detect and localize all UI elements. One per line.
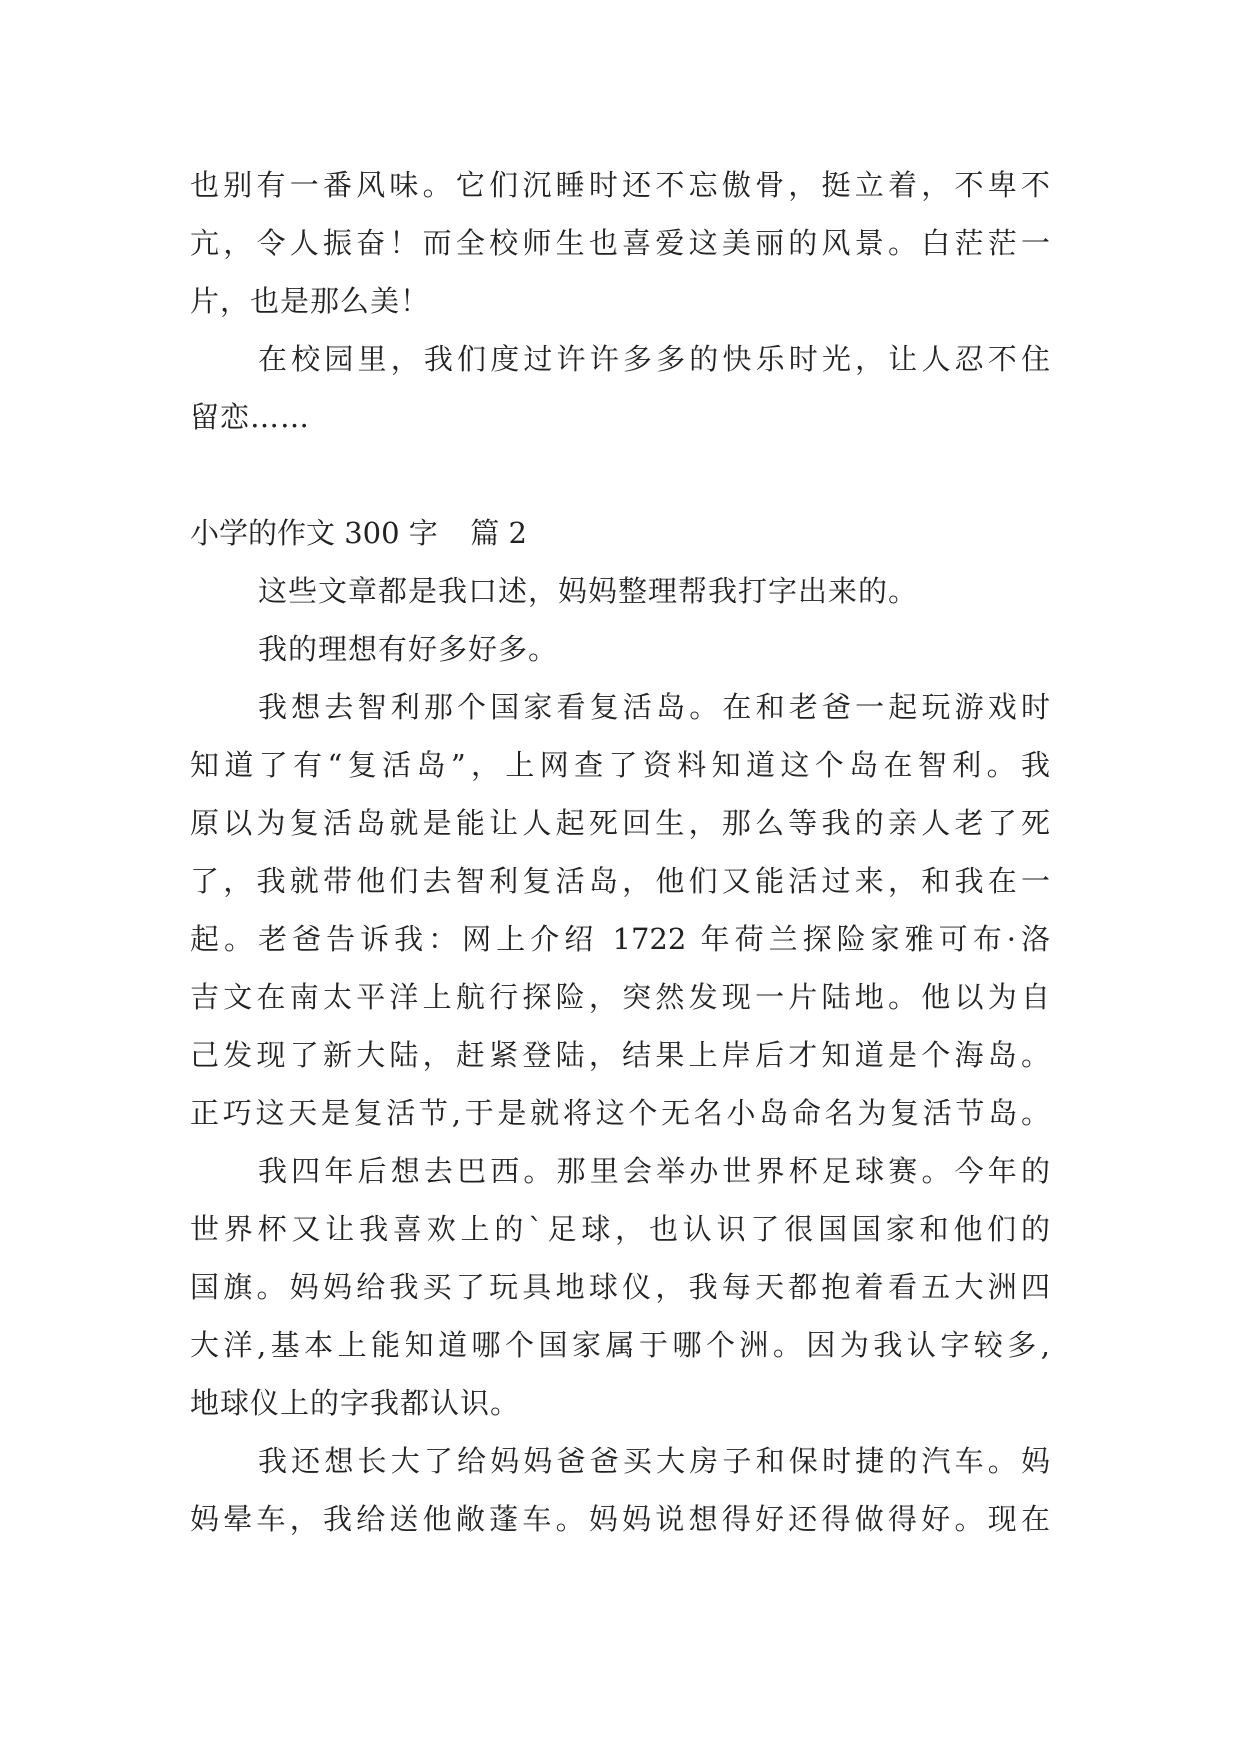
- paragraph-intro: [190, 562, 1050, 620]
- text-line: 也别有一番风味。它们沉睡时还不忘傲骨，挺立着，不卑不: [190, 168, 1050, 202]
- text-line: 起。老爸告诉我：网上介绍 1722 年荷兰探险家雅可布·洛: [190, 922, 1050, 956]
- paragraph-dreams: [190, 620, 1050, 678]
- text-line: 我的理想有好多好多。: [258, 632, 559, 666]
- text-line: 留恋……: [190, 400, 311, 434]
- section-label: 篇 2: [470, 516, 527, 550]
- spacer: [190, 446, 1050, 504]
- text-line: 大洋,基本上能知道哪个国家属于哪个洲。因为我认字较多,: [190, 1328, 1050, 1362]
- paragraph-house-car: [190, 1432, 1050, 1548]
- text-line: 我还想长大了给妈妈爸爸买大房子和保时捷的汽车。妈: [258, 1444, 1050, 1478]
- document-body: [190, 156, 1050, 1548]
- text-line: 了，我就带他们去智利复活岛，他们又能活过来，和我在一: [190, 864, 1050, 898]
- text-line: 妈晕车，我给送他敞蓬车。妈妈说想得好还得做得好。现在: [190, 1502, 1050, 1536]
- section-title: 小学的作文 300 字: [190, 516, 438, 550]
- text-line: 国旗。妈妈给我买了玩具地球仪，我每天都抱着看五大洲四: [190, 1270, 1050, 1304]
- text-line: 原以为复活岛就是能让人起死回生，那么等我的亲人老了死: [190, 806, 1050, 840]
- paragraph-easter-island: [190, 678, 1050, 1142]
- text-line: 世界杯又让我喜欢上的`足球，也认识了很国国家和他们的: [190, 1212, 1050, 1246]
- text-line: 正巧这天是复活节,于是就将这个无名小岛命名为复活节岛。: [190, 1096, 1050, 1130]
- text-line: 我四年后想去巴西。那里会举办世界杯足球赛。今年的: [258, 1154, 1050, 1188]
- paragraph-continuation: [190, 156, 1050, 330]
- text-line: 己发现了新大陆，赶紧登陆，结果上岸后才知道是个海岛。: [190, 1038, 1050, 1072]
- section-heading: [190, 504, 1050, 562]
- text-line: 我想去智利那个国家看复活岛。在和老爸一起玩游戏时: [258, 690, 1050, 724]
- text-line: 知道了有“复活岛”，上网查了资料知道这个岛在智利。我: [190, 748, 1050, 782]
- paragraph-brazil: [190, 1142, 1050, 1432]
- text-line: 这些文章都是我口述，妈妈整理帮我打字出来的。: [258, 574, 919, 608]
- text-line: 在校园里，我们度过许许多多的快乐时光，让人忍不住: [258, 342, 1050, 376]
- paragraph-closing: [190, 330, 1050, 446]
- text-line: 片，也是那么美！: [190, 284, 431, 318]
- text-line: 亢，令人振奋！而全校师生也喜爱这美丽的风景。白茫茫一: [190, 226, 1050, 260]
- text-line: 地球仪上的字我都认识。: [190, 1386, 521, 1420]
- text-line: 吉文在南太平洋上航行探险，突然发现一片陆地。他以为自: [190, 980, 1050, 1014]
